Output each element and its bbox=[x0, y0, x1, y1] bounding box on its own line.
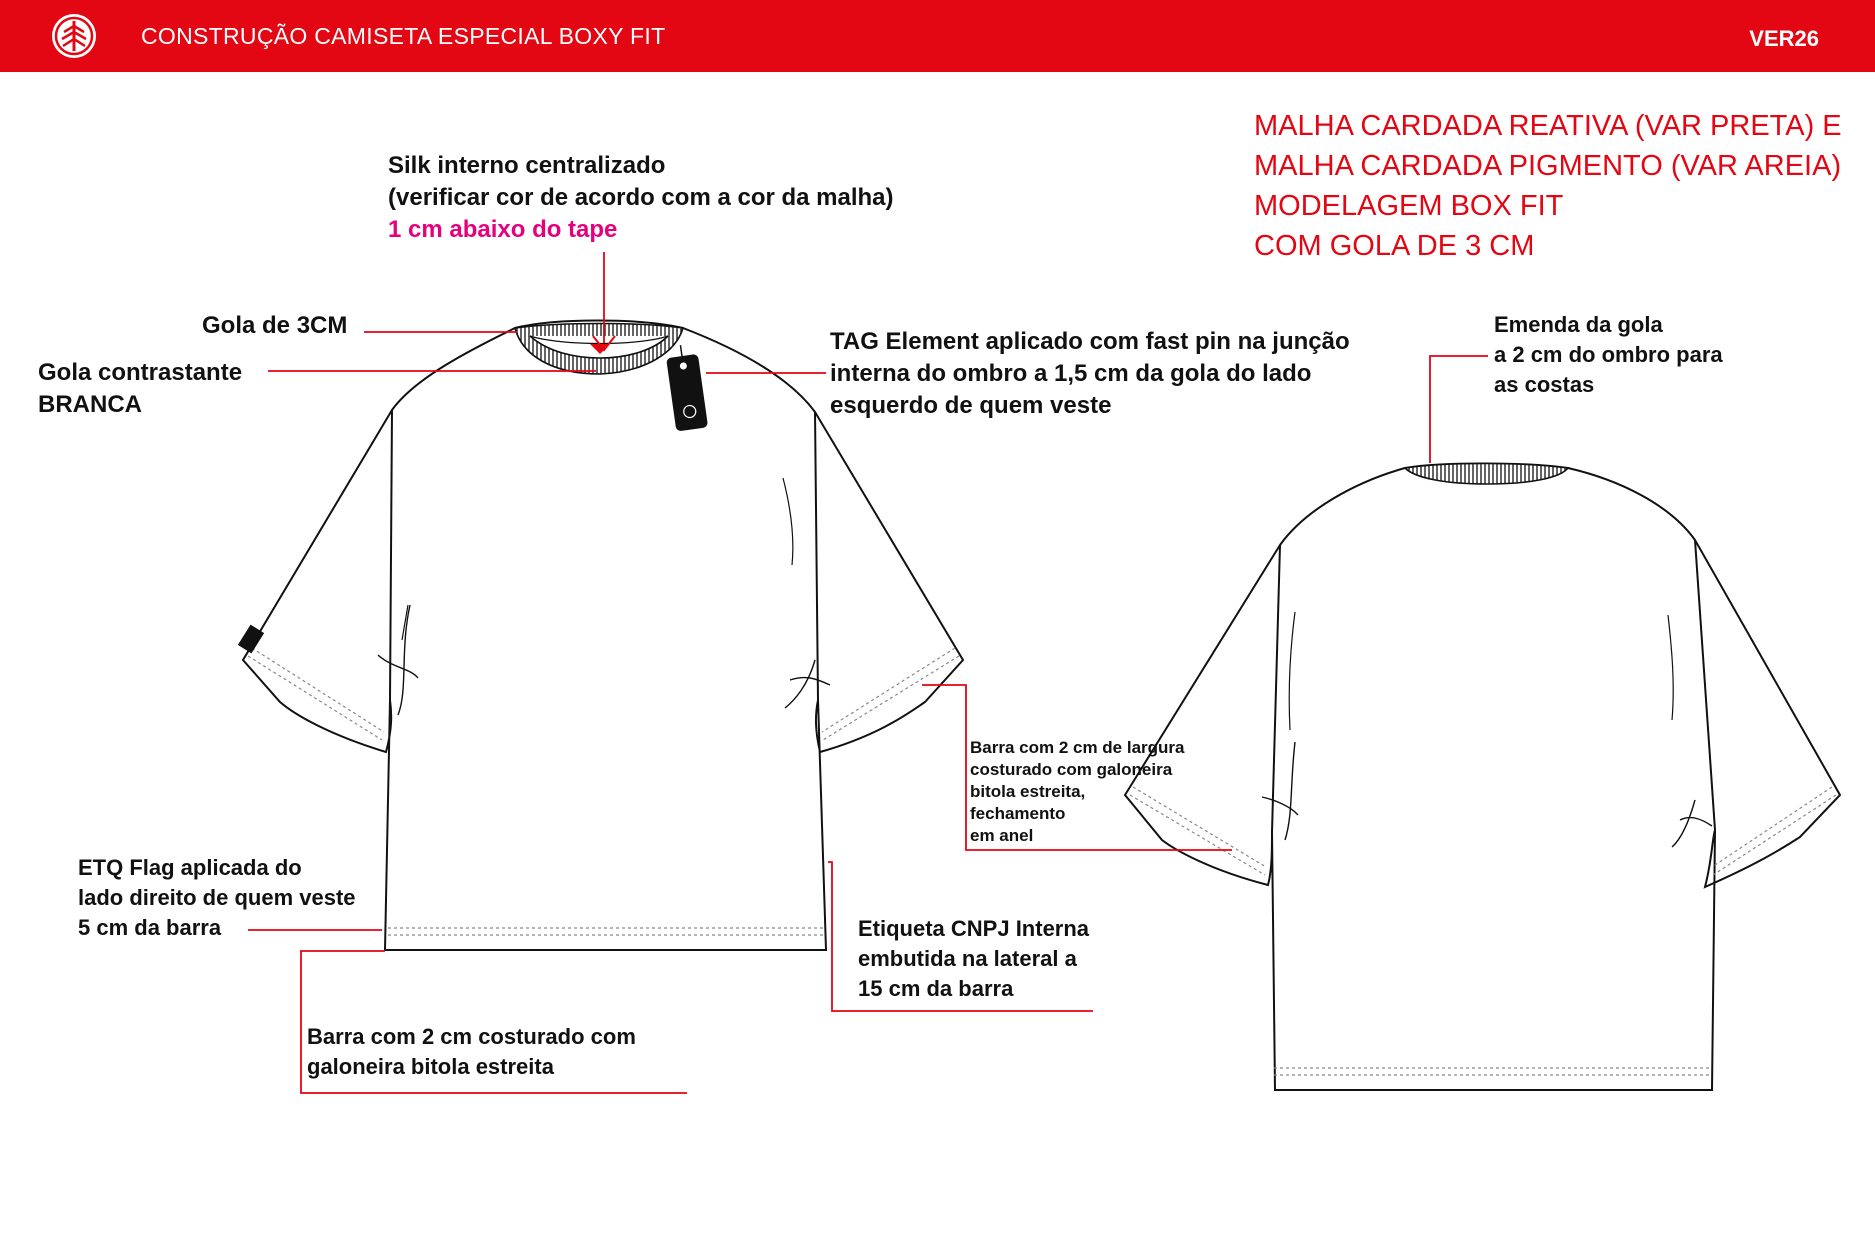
gola3cm-note bbox=[202, 310, 347, 342]
version-label: VER26 bbox=[1749, 26, 1819, 51]
back-tee-body bbox=[1125, 464, 1840, 1091]
cnpj-line-2: embutida na lateral a bbox=[858, 946, 1077, 971]
collar-seam-leader bbox=[1430, 356, 1488, 463]
contrast-collar-note bbox=[38, 357, 242, 421]
collar-seam-line-2: a 2 cm do ombro para bbox=[1494, 342, 1723, 367]
cnpj-label-note bbox=[858, 914, 1089, 1004]
flag-label-line-1: ETQ Flag aplicada do bbox=[78, 855, 302, 880]
collar-seam-line-1: Emenda da gola bbox=[1494, 312, 1663, 337]
sleeve-hem-line-1: Barra com 2 cm de largura bbox=[970, 738, 1185, 757]
cnpj-line-3: 15 cm da barra bbox=[858, 976, 1014, 1001]
sleeve-hem-line-3: bitola estreita, bbox=[970, 782, 1086, 801]
tag-line-1: TAG Element aplicado com fast pin na junção bbox=[830, 328, 1350, 355]
spec-line: MODELAGEM BOX FIT bbox=[1254, 190, 1564, 222]
silk-note bbox=[388, 150, 894, 246]
collar-seam-note bbox=[1494, 310, 1723, 400]
contrast-collar-line-2: BRANCA bbox=[38, 391, 142, 418]
sleeve-hem-note bbox=[970, 737, 1184, 847]
sleeve-hem-line-2: costurado com galoneira bbox=[970, 760, 1173, 779]
bottom-hem-line-2: galoneira bitola estreita bbox=[307, 1054, 554, 1079]
tag-note bbox=[830, 326, 1350, 422]
silk-line-2: (verificar cor de acordo com a cor da malha) bbox=[388, 184, 894, 211]
gola3cm-line-1: Gola de 3CM bbox=[202, 312, 348, 339]
page-title: CONSTRUÇÃO CAMISETA ESPECIAL BOXY FIT bbox=[141, 23, 666, 49]
back-tee bbox=[1125, 464, 1840, 1091]
tag-line-2: interna do ombro a 1,5 cm da gola do lado bbox=[830, 360, 1312, 387]
sleeve-hem-line-4: fechamento bbox=[970, 804, 1066, 823]
silk-line-3: 1 cm abaixo do tape bbox=[388, 216, 618, 243]
bottom-hem-line-1: Barra com 2 cm costurado com bbox=[307, 1024, 636, 1049]
spec-line: MALHA CARDADA PIGMENTO (VAR AREIA) bbox=[1254, 150, 1842, 182]
flag-label-line-2: lado direito de quem veste bbox=[78, 885, 356, 910]
collar-seam-line-3: as costas bbox=[1494, 372, 1595, 397]
spec-line: COM GOLA DE 3 CM bbox=[1254, 230, 1535, 262]
bottom-hem-note bbox=[307, 1022, 636, 1082]
cnpj-line-1: Etiqueta CNPJ Interna bbox=[858, 916, 1090, 941]
sleeve-hem-line-5: em anel bbox=[970, 826, 1034, 845]
flag-label-note bbox=[78, 853, 356, 943]
spec-line: MALHA CARDADA REATIVA (VAR PRETA) E bbox=[1254, 110, 1842, 142]
tag-line-3: esquerdo de quem veste bbox=[830, 392, 1112, 419]
silk-line-1: Silk interno centralizado bbox=[388, 152, 666, 179]
contrast-collar-line-1: Gola contrastante bbox=[38, 359, 243, 386]
flag-label-line-3: 5 cm da barra bbox=[78, 915, 222, 940]
